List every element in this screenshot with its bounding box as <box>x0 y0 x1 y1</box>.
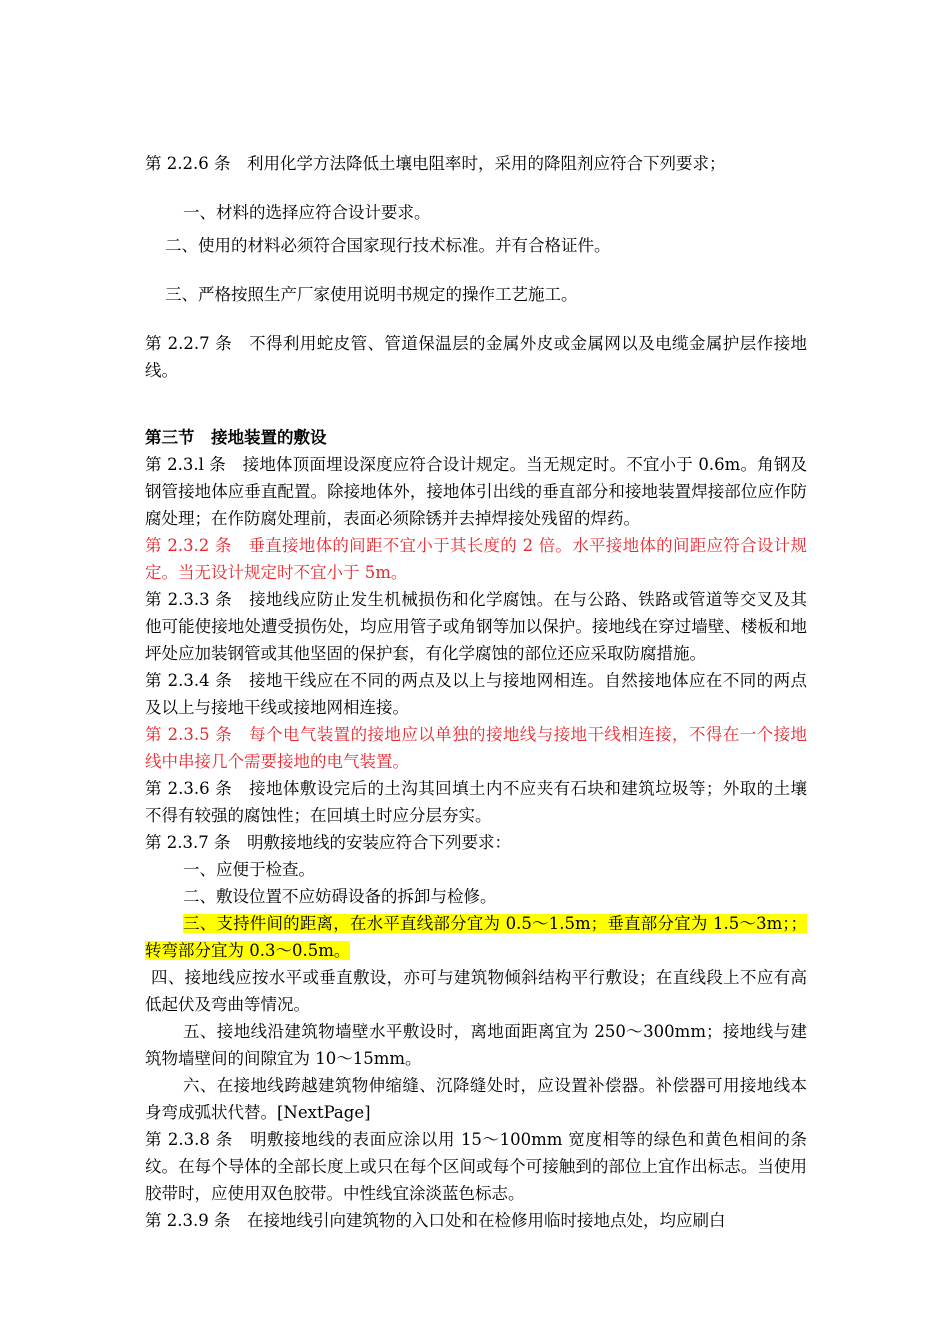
clause-2-3-7-item-2: 二、敷设位置不应妨碍设备的拆卸与检修。 <box>183 887 497 906</box>
clause-2-3-3: 第 2.3.3 条 接地线应防止发生机械损伤和化学腐蚀。在与公路、铁路或管道等交叉及其他可能使接地处遭受损伤处，均应用管子或角钢等加以保护。接地线在穿过墙壁、楼板和地坪处应加装钢管或其他坚固的保护套，有化学腐蚀的部位还应采取防腐措施。 <box>145 590 807 663</box>
clause-2-2-6-item-2: 二、使用的材料必须符合国家现行技术标准。并有合格证件。 <box>165 236 611 255</box>
clause-2-3-7-item-4: 四、接地线应按水平或垂直敷设，亦可与建筑物倾斜结构平行敷设；在直线段上不应有高低起伏及弯曲等情况。 <box>145 968 807 1014</box>
clause-2-3-2: 第 2.3.2 条 垂直接地体的间距不宜小于其长度的 2 倍。水平接地体的间距应符合设计规定。当无设计规定时不宜小于 5m。 <box>145 536 807 582</box>
clause-2-2-6-item-3: 三、严格按照生产厂家使用说明书规定的操作工艺施工。 <box>165 285 578 304</box>
section-heading: 第三节 接地装置的敷设 <box>145 428 327 447</box>
clause-2-3-5: 第 2.3.5 条 每个电气装置的接地应以单独的接地线与接地干线相连接，不得在一个接地线中串接几个需要接地的电气装置。 <box>145 725 807 771</box>
clause-2-3-7-item-1: 一、应便于检查。 <box>183 860 315 879</box>
clause-2-3-7-item-6: 六、在接地线跨越建筑物伸缩缝、沉降缝处时，应设置补偿器。补偿器可用接地线本身弯成弧状代替。[NextPage] <box>145 1076 807 1122</box>
clause-2-3-6: 第 2.3.6 条 接地体敷设完后的土沟其回填土内不应夹有石块和建筑垃圾等；外取的土壤不得有较强的腐蚀性；在回填土时应分层夯实。 <box>145 779 807 825</box>
clause-2-3-9: 第 2.3.9 条 在接地线引向建筑物的入口处和在检修用临时接地点处，均应刷白 <box>145 1211 726 1230</box>
clause-2-2-6: 第 2.2.6 条 利用化学方法降低土壤电阻率时，采用的降阻剂应符合下列要求； <box>145 154 726 173</box>
clause-2-3-7: 第 2.3.7 条 明敷接地线的安装应符合下列要求： <box>145 833 511 852</box>
clause-2-3-4: 第 2.3.4 条 接地干线应在不同的两点及以上与接地网相连。自然接地体应在不同的两点及以上与接地干线或接地网相连接。 <box>145 671 807 717</box>
clause-2-3-8: 第 2.3.8 条 明敷接地线的表面应涂以用 15～100mm 宽度相等的绿色和黄色相间的条纹。在每个导体的全部长度上或只在每个区间或每个可接触到的部位上宜作出标志。当使用胶带时，应使用双色胶带。中性线宜涂淡蓝色标志。 <box>145 1130 807 1203</box>
document-body <box>145 150 807 1234</box>
clause-2-3-7-item-3 <box>145 910 807 964</box>
clause-2-2-7: 第 2.2.7 条 不得利用蛇皮管、管道保温层的金属外皮或金属网以及电缆金属护层作接地线。 <box>145 334 807 380</box>
clause-2-3-7-item-5: 五、接地线沿建筑物墙壁水平敷设时，离地面距离宜为 250～300mm；接地线与建筑物墙壁间的间隙宜为 10～15mm。 <box>145 1022 807 1068</box>
clause-2-3-1: 第 2.3.l 条 接地体顶面埋设深度应符合设计规定。当无规定时。不宜小于 0.6m。角钢及钢管接地体应垂直配置。除接地体外，接地体引出线的垂直部分和接地装置焊接部位应作防腐处理；在作防腐处理前，表面必须除锈并去掉焊接处残留的焊药。 <box>145 455 807 528</box>
highlighted-text: 三、支持件间的距离，在水平直线部分宜为 0.5～1.5m；垂直部分宜为 1.5～3m；；转弯部分宜为 0.3～0.5m。 <box>145 914 807 960</box>
clause-2-2-6-item-1: 一、材料的选择应符合设计要求。 <box>183 203 431 222</box>
